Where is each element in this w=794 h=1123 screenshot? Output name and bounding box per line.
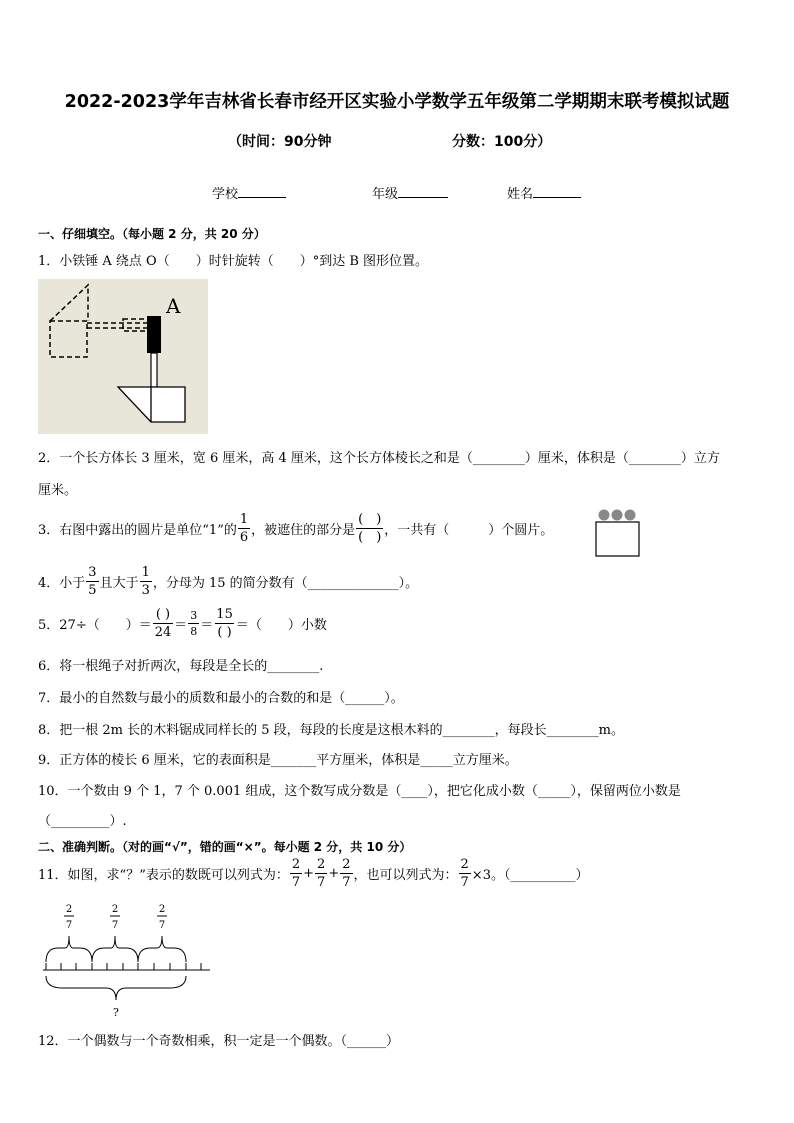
question-8: 8．把一根 2m 长的木料锯成同样长的 5 段，每段的长度是这根木料的________，每段长________m。 <box>38 723 624 738</box>
question-12: 12．一个偶数与一个奇数相乘，积一定是一个偶数。（______） <box>38 1034 400 1049</box>
question-11: 11．如图，求“？”表示的数既可以列式为： $\frac{2}{7}$ + $\frac{2}{7}$ + $\frac{2}{7}$ ，也可以列式为： $\frac{2}{7}$ ×3。（__________） <box>38 857 589 890</box>
svg-text:2: 2 <box>158 904 166 915</box>
svg-text:7: 7 <box>158 920 166 931</box>
question-10-line1: 10．一个数由 9 个 1，7 个 0.001 组成，这个数写成分数是（____），把它化成小数（_____），保留两位小数是 <box>38 784 681 799</box>
svg-text:2: 2 <box>65 904 73 915</box>
question-3: 3．右图中露出的圆片是单位“1”的 $\frac{1}{6}$ ，被遮住的部分是 $\frac{( )}{( )}$ ，一共有（ ）个圆片。 <box>38 512 554 545</box>
question-9: 9．正方体的棱长 6 厘米，它的表面积是_______平方厘米，体积是_____立方厘米。 <box>38 753 518 768</box>
exam-title: 2022-2023学年吉林省长春市经开区实验小学数学五年级第二学期期末联考模拟试题 <box>64 92 730 112</box>
svg-text:7: 7 <box>65 920 73 931</box>
section-2-title: 二、准确判断。（对的画“√”，错的画“×”。每小题 2 分，共 10 分） <box>38 840 412 854</box>
point-a-label: A <box>166 294 181 318</box>
rotation-figure <box>38 279 208 434</box>
fraction-1-6: $\frac{1}{6}$ <box>239 512 249 545</box>
question-10-line2: （_________）. <box>38 814 127 829</box>
circle-cards-figure <box>594 506 642 562</box>
fraction-1-3: $\frac{1}{3}$ <box>141 565 150 598</box>
name-label: 姓名 <box>507 187 534 202</box>
rotation-figure-svg <box>38 279 208 434</box>
question-2-line2: 厘米。 <box>38 483 78 498</box>
school-field <box>212 183 286 202</box>
question-2-line1: 2．一个长方体长 3 厘米，宽 6 厘米，高 4 厘米，这个长方体棱长之和是（________）厘米，体积是（________）立方 <box>38 451 720 466</box>
school-label: 学校 <box>212 187 239 202</box>
section-1-title: 一、仔细填空。（每小题 2 分，共 20 分） <box>38 227 266 241</box>
fraction-3-5: $\frac{3}{5}$ <box>88 565 97 598</box>
exam-time: （时间：90分钟 <box>228 134 332 150</box>
number-line-figure <box>38 900 218 1026</box>
question-5: 5．27÷（ ）＝ $\frac{( )}{24}$ ＝ $\frac{3}{8}$ ＝ $\frac{15}{( )}$ ＝（ ）小数 <box>38 607 327 640</box>
svg-text:7: 7 <box>111 920 119 931</box>
question-7: 7．最小的自然数与最小的质数和最小的合数的和是（______）。 <box>38 691 404 706</box>
grade-label: 年级 <box>372 187 399 202</box>
question-6: 6．将一根绳子对折两次，每段是全长的________. <box>38 659 324 674</box>
svg-text:?: ? <box>113 1006 119 1019</box>
question-4: 4．小于 $\frac{3}{5}$ 且大于 $\frac{1}{3}$ ，分母为 15 的简分数有（______________）。 <box>38 565 419 598</box>
exam-score: 分数：100分） <box>452 134 552 150</box>
question-1: 1．小铁锤 A 绕点 O（ ）时针旋转（ ）°到达 B 图形位置。 <box>38 254 429 269</box>
grade-field <box>372 183 448 202</box>
fraction-blank: $\frac{( )}{( )}$ <box>358 512 382 545</box>
svg-text:2: 2 <box>111 904 119 915</box>
name-field <box>507 183 581 202</box>
